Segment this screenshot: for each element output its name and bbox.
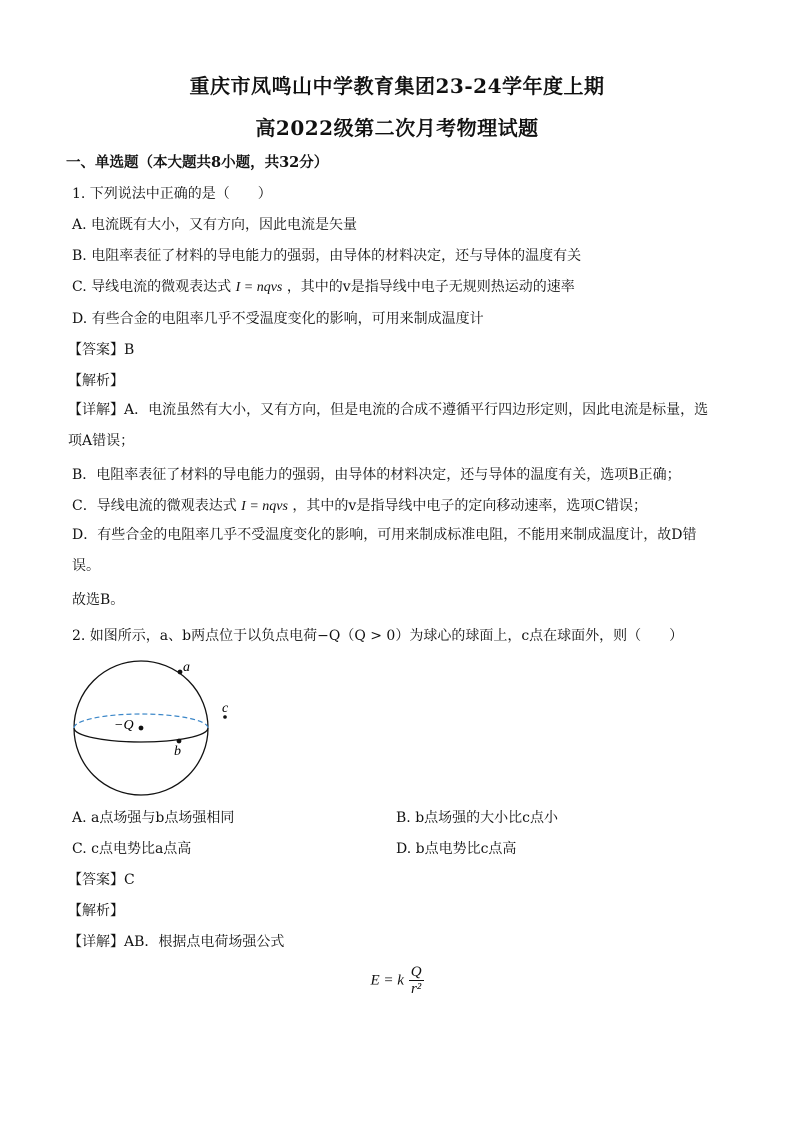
- q1-detail-c-prefix: C．导线电流的微观表达式: [72, 498, 237, 514]
- q1-option-c: [72, 276, 575, 296]
- q2-sphere-figure: [62, 650, 252, 800]
- q1-option-c-suffix: ，其中的v是指导线中电子无规则热运动的速率: [286, 279, 575, 295]
- q1-option-a: A. 电流既有大小，又有方向，因此电流是矢量: [72, 217, 358, 233]
- q1-detail-c-formula: I = nqvs: [241, 499, 288, 514]
- point-a-label: a: [183, 660, 190, 675]
- q2-stem: 2. 如图所示，a、b两点位于以负点电荷−Q（Q > 0）为球心的球面上，c点在球面外，则（ ）: [72, 628, 684, 644]
- q2-answer: 【答案】C: [68, 872, 135, 888]
- q1-answer: 【答案】B: [68, 342, 135, 358]
- page-title-line1: 重庆市凤鸣山中学教育集团23-24学年度上期: [189, 74, 605, 98]
- formula-denominator: r²: [410, 981, 422, 997]
- q2-option-d: D. b点电势比c点高: [396, 841, 517, 857]
- q1-stem: 1. 下列说法中正确的是（ ）: [72, 186, 272, 202]
- point-c-label: c: [222, 701, 229, 716]
- formula-numerator: Q: [410, 964, 422, 980]
- formula-lhs: E = k: [370, 972, 404, 989]
- q2-option-a: A. a点场强与b点场强相同: [72, 810, 235, 826]
- section-heading: 一、单选题（本大题共8小题，共32分）: [66, 154, 329, 171]
- q1-detail-a: 【详解】A．电流虽然有大小，又有方向，但是电流的合成不遵循平行四边形定则，因此电流是标量，选项A错误；: [68, 402, 709, 449]
- point-b-label: b: [174, 744, 181, 759]
- q2-detail-ab: 【详解】AB．根据点电荷场强公式: [68, 934, 285, 950]
- q1-option-d: D. 有些合金的电阻率几乎不受温度变化的影响，可用来制成温度计: [72, 311, 484, 327]
- charge-center-dot: [139, 726, 144, 731]
- q1-detail-c-suffix: ，其中的v是指导线中电子的定向移动速率，选项C错误；: [292, 498, 648, 514]
- q1-detail-d: D．有些合金的电阻率几乎不受温度变化的影响，可用来制成标准电阻，不能用来制成温度计，故D错误。: [72, 527, 697, 574]
- charge-label: −Q: [114, 718, 134, 733]
- q1-detail-b: B．电阻率表征了材料的导电能力的强弱，由导体的材料决定，还与导体的温度有关，选项B正确；: [72, 467, 681, 483]
- q1-analysis-label: 【解析】: [68, 373, 124, 389]
- point-a-dot: [178, 670, 183, 675]
- q2-analysis-label: 【解析】: [68, 903, 124, 919]
- q2-option-c: C. c点电势比a点高: [72, 841, 192, 857]
- point-b-dot: [177, 739, 182, 744]
- page-title-line2: 高2022级第二次月考物理试题: [255, 116, 539, 140]
- q2-option-b: B. b点场强的大小比c点小: [396, 810, 558, 826]
- q1-option-c-prefix: C. 导线电流的微观表达式: [72, 279, 232, 295]
- q1-detail-c: [72, 495, 647, 515]
- q1-option-b: B. 电阻率表征了材料的导电能力的强弱，由导体的材料决定，还与导体的温度有关: [72, 248, 582, 264]
- field-strength-formula: [0, 964, 794, 997]
- q1-conclusion: 故选B。: [72, 592, 125, 608]
- formula-fraction: [409, 964, 424, 997]
- q1-option-c-formula: I = nqvs: [235, 280, 283, 295]
